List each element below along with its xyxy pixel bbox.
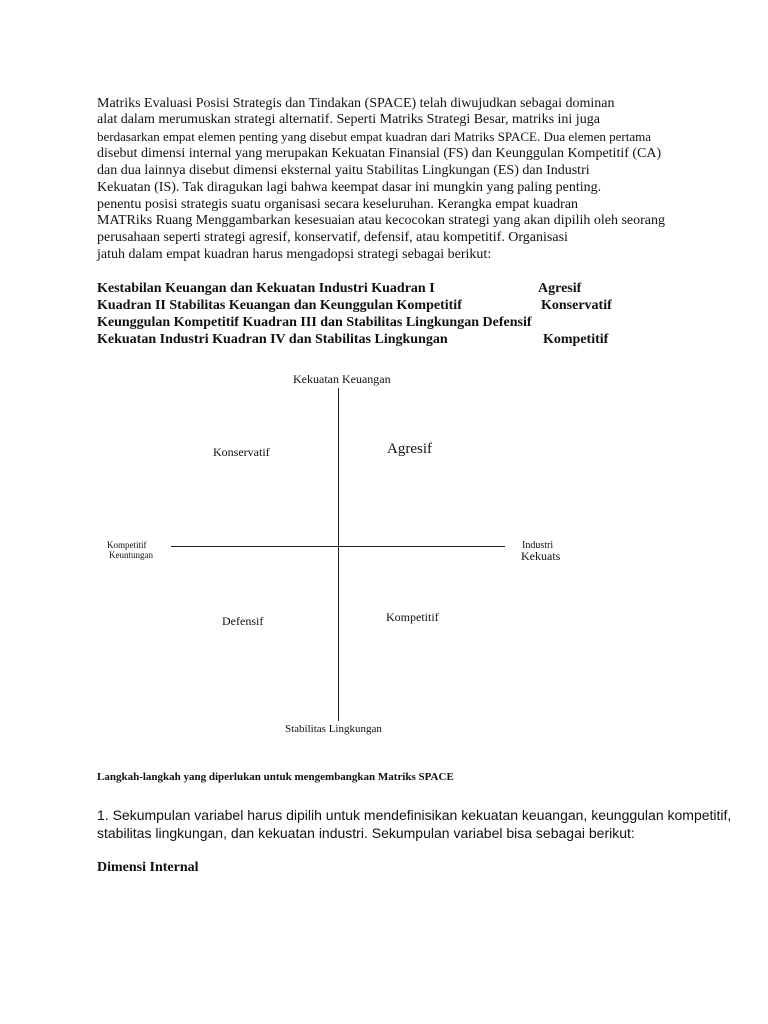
axis-label-top: Kekuatan Keuangan [293, 372, 391, 386]
step-line: 1. Sekumpulan variabel harus dipilih untuk mendefinisikan kekuatan keuangan, keunggulan kompetitif, [97, 807, 732, 823]
intro-line: berdasarkan empat elemen penting yang disebut empat kuadran dari Matriks SPACE. Dua elemen pertama [97, 129, 652, 144]
axis-label-left: Keuntungan [109, 550, 153, 560]
intro-line: MATRiks Ruang Menggambarkan kesesuaian atau kecocokan strategi yang akan dipilih oleh seorang [97, 213, 666, 228]
intro-line: Kekuatan (IS). Tak diragukan lagi bahwa keempat dasar ini mungkin yang paling penting. [97, 180, 602, 195]
axis-label-bottom: Stabilitas Lingkungan [285, 723, 382, 735]
section-heading: Dimensi Internal [97, 860, 199, 875]
intro-line: disebut dimensi internal yang merupakan Kekuatan Finansial (FS) dan Keunggulan Kompetitif (CA) [97, 146, 662, 161]
horizontal-axis [171, 546, 505, 547]
intro-line: dan dua lainnya disebut dimensi eksternal yaitu Stabilitas Lingkungan (ES) dan Industri [97, 163, 590, 178]
quadrant-label: Keunggulan Kompetitif Kuadran III dan Stabilitas Lingkungan Defensif [97, 315, 532, 330]
intro-line: Matriks Evaluasi Posisi Strategis dan Tindakan (SPACE) telah diwujudkan sebagai dominan [97, 96, 615, 111]
steps-heading: Langkah-langkah yang diperlukan untuk mengembangkan Matriks SPACE [97, 771, 454, 783]
quadrant-aggressive: Agresif [387, 441, 432, 457]
quadrant-conservative: Konservatif [213, 445, 270, 459]
quadrant-label: Kekuatan Industri Kuadran IV dan Stabilitas Lingkungan [97, 332, 448, 347]
quadrant-label: Kuadran II Stabilitas Keuangan dan Keunggulan Kompetitif [97, 298, 462, 313]
intro-line: penentu posisi strategis suatu organisasi secara keseluruhan. Kerangka empat kuadran [97, 197, 579, 212]
quadrant-strategy: Agresif [538, 281, 582, 296]
quadrant-strategy: Konservatif [541, 298, 612, 313]
vertical-axis [338, 388, 339, 721]
intro-line: alat dalam merumuskan strategi alternatif. Seperti Matriks Strategi Besar, matriks ini juga [97, 112, 600, 127]
quadrant-defensive: Defensif [222, 614, 264, 628]
quadrant-label: Kestabilan Keuangan dan Kekuatan Industri Kuadran I [97, 281, 435, 296]
axis-label-right: Industri [522, 540, 554, 551]
step-line: stabilitas lingkungan, dan kekuatan industri. Sekumpulan variabel bisa sebagai berikut: [97, 825, 635, 841]
quadrant-competitive: Kompetitif [386, 610, 439, 624]
quadrant-strategy: Kompetitif [543, 332, 609, 347]
intro-line: perusahaan seperti strategi agresif, konservatif, defensif, atau kompetitif. Organisasi [97, 230, 568, 245]
axis-label-right: Kekuats [521, 549, 561, 563]
intro-line: jatuh dalam empat kuadran harus mengadopsi strategi sebagai berikut: [97, 247, 492, 262]
axis-label-left: Kompetitif [107, 540, 147, 550]
